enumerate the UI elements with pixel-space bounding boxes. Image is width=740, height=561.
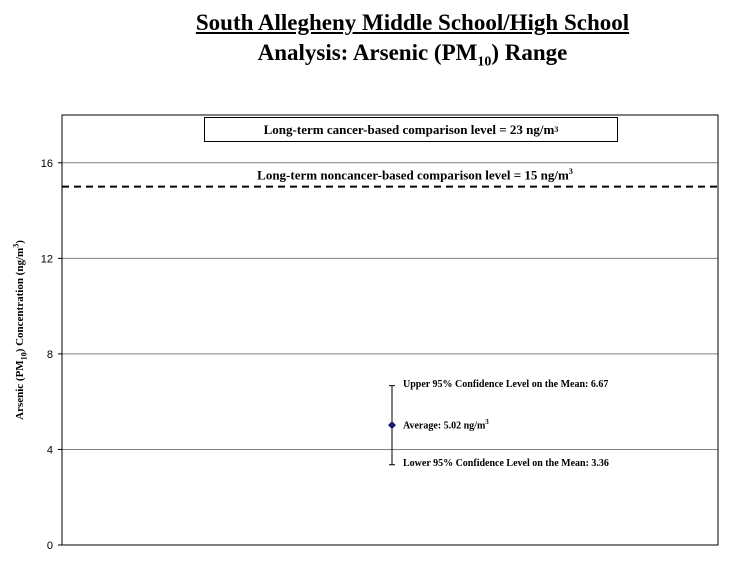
ytick-label-8: 8 [46,348,53,361]
cancer-level-text: Long-term cancer-based comparison level = 23 ng/m [263,121,555,137]
chart-title-line1: South Allegheny Middle School/High School [195,10,630,35]
ylabel-prefix: Arsenic (PM [14,360,27,420]
average-label [403,418,489,431]
mean-marker [388,421,396,429]
cancer-level-box [204,117,618,142]
ytick-label-12: 12 [40,253,53,266]
noncancer-level-label [120,167,710,183]
average-label-sup: 3 [485,418,489,427]
y-axis-label [12,240,29,420]
ylabel-sub: 10 [19,352,29,361]
lower-confidence-label: Lower 95% Confidence Level on the Mean: 3.36 [403,457,609,469]
title-line2-suffix: ) Range [491,40,568,65]
upper-confidence-label: Upper 95% Confidence Level on the Mean: 6.67 [403,378,609,390]
title-line2-prefix: Analysis: Arsenic (PM [257,40,478,65]
cancer-level-sup: 3 [554,125,559,134]
ylabel-suffix: ) [14,240,27,244]
noncancer-level-sup: 3 [568,167,573,176]
noncancer-level-text: Long-term noncancer-based comparison level = 15 ng/m [257,167,569,183]
ytick-label-16: 16 [40,157,53,170]
ylabel-mid: ) Concentration (ng/m [14,247,27,353]
ytick-label-4: 4 [46,444,53,457]
ytick-label-0: 0 [46,540,53,552]
title-line2-sub: 10 [477,54,492,70]
ylabel-sup: 3 [11,243,21,248]
average-label-text: Average: 5.02 ng/m [403,420,486,432]
